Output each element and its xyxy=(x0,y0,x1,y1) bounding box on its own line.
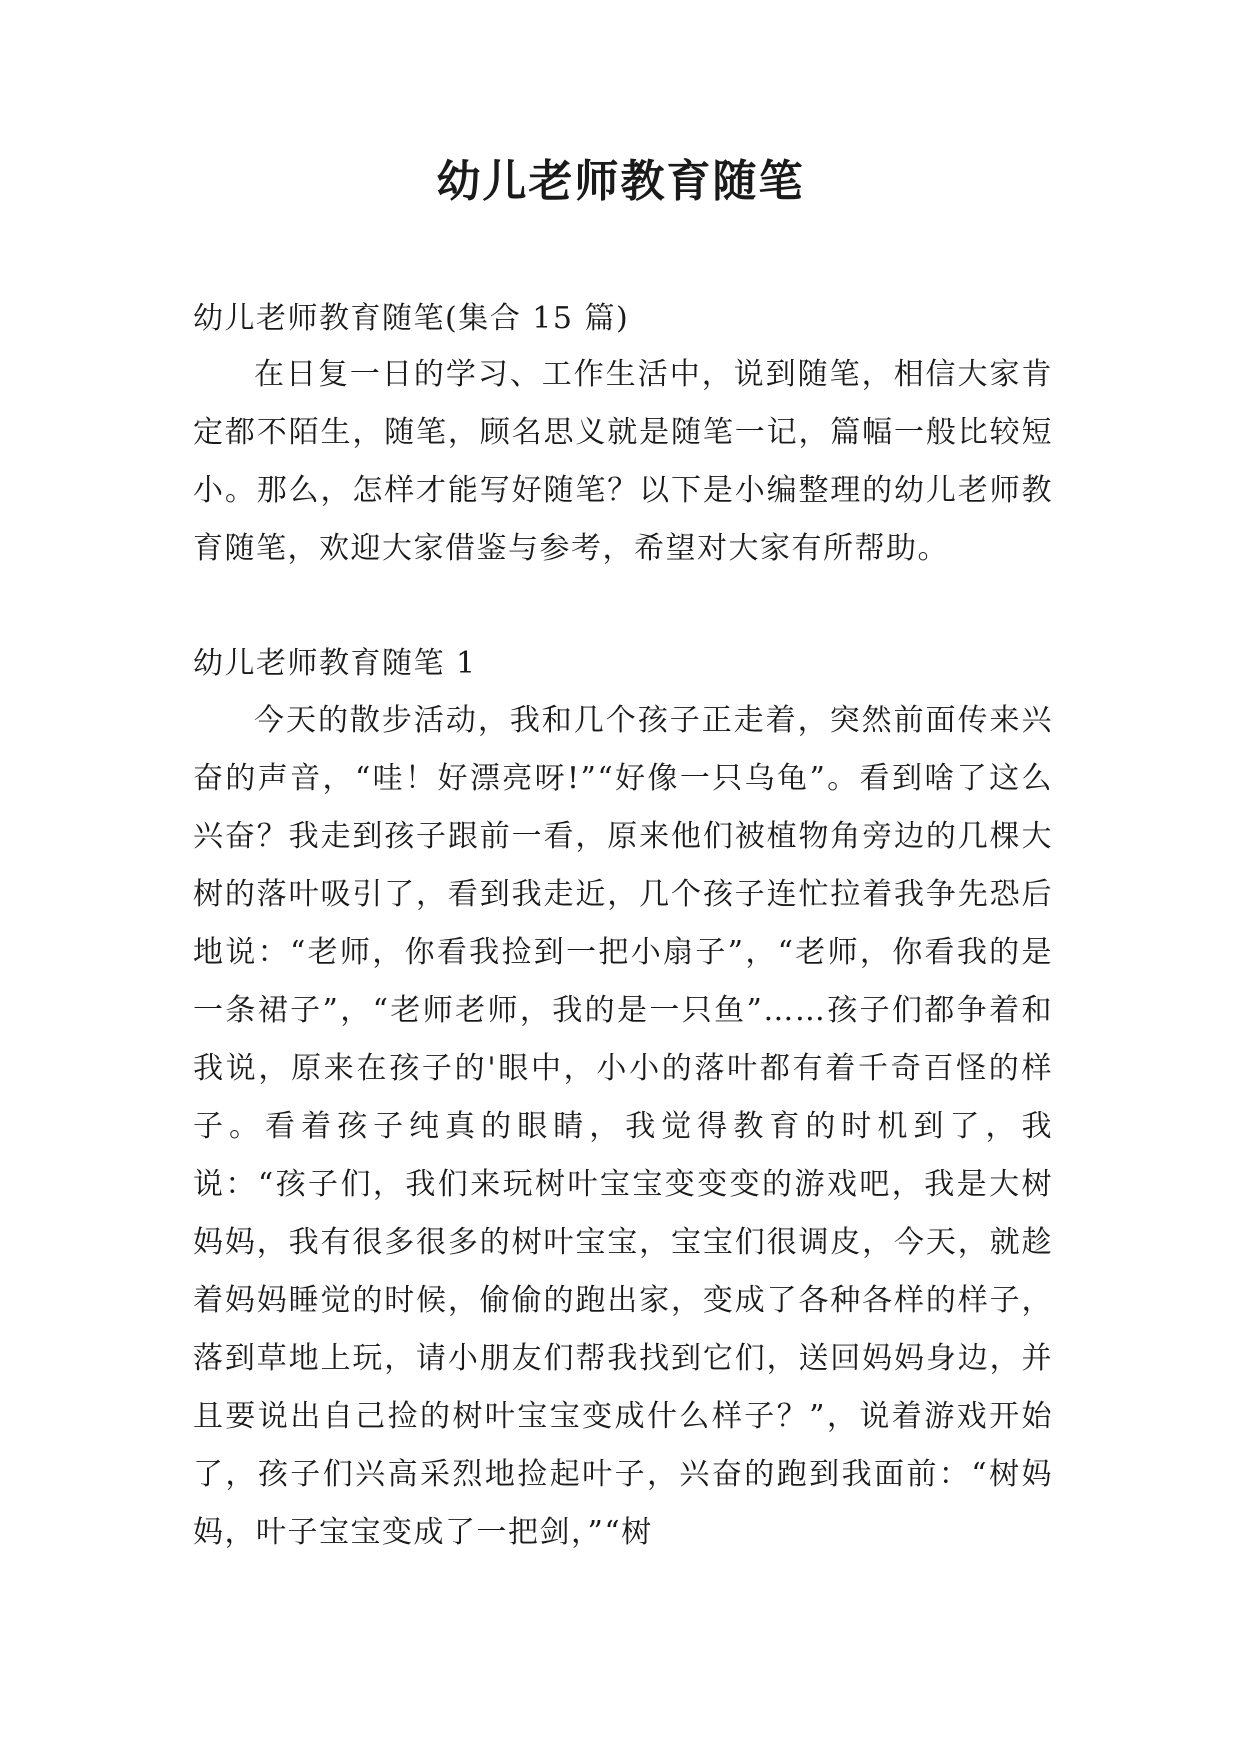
section-paragraph: 今天的散步活动，我和几个孩子正走着，突然前面传来兴奋的声音，“哇！好漂亮呀!”“好像一只乌龟”。看到啥了这么兴奋？我走到孩子跟前一看，原来他们被植物角旁边的几棵大树的落叶吸引了，看到我走近，几个孩子连忙拉着我争先恐后地说：“老师，你看我捡到一把小扇子”，“老师，你看我的是一条裙子”，“老师老师，我的是一只鱼”……孩子们都争着和我说，原来在孩子的'眼中，小小的落叶都有着千奇百怪的样子。看着孩子纯真的眼睛，我觉得教育的时机到了，我说：“孩子们，我们来玩树叶宝宝变变变的游戏吧，我是大树妈妈，我有很多很多的树叶宝宝，宝宝们很调皮，今天，就趁着妈妈睡觉的时候，偷偷的跑出家，变成了各种各样的样子，落到草地上玩，请小朋友们帮我找到它们，送回妈妈身边，并且要说出自己捡的树叶宝宝变成什么样子？”，说着游戏开始了，孩子们兴高采烈地捡起叶子，兴奋的跑到我面前：“树妈妈，叶子宝宝变成了一把剑，”“树 xyxy=(193,703,1053,1550)
document-subtitle: 幼儿老师教育随笔(集合 15 篇) xyxy=(193,301,630,336)
page-title: 幼儿老师教育随笔 xyxy=(436,156,805,207)
intro-paragraph: 在日复一日的学习、工作生活中，说到随笔，相信大家肯定都不陌生，随笔，顾名思义就是随笔一记，篇幅一般比较短小。那么，怎样才能写好随笔？以下是小编整理的幼儿老师教育随笔，欢迎大家借鉴与参考，希望对大家有所帮助。 xyxy=(193,357,1053,566)
section-heading: 幼儿老师教育随笔 1 xyxy=(193,646,477,681)
